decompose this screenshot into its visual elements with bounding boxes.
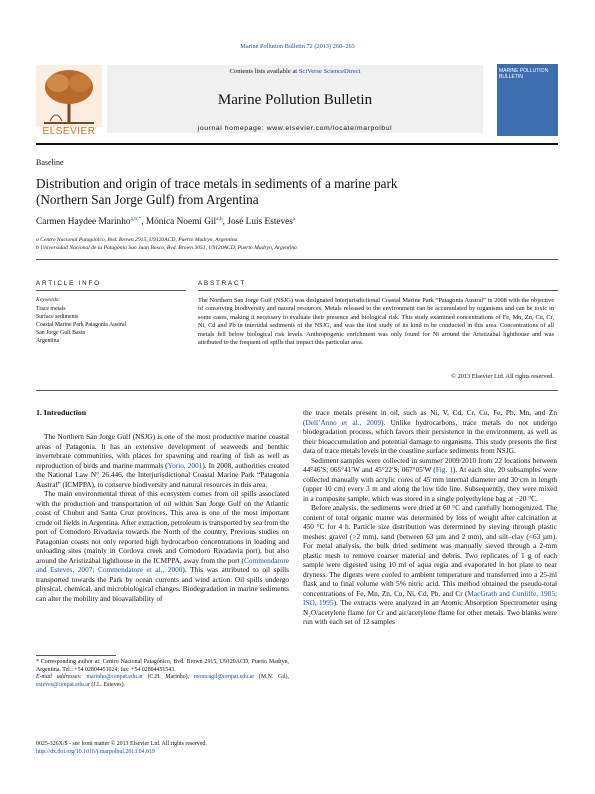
keyword: San Jorge Gulf Basin <box>36 329 86 336</box>
body-column-left <box>36 432 289 603</box>
divider <box>198 290 558 291</box>
footnote: * Corresponding author at: Centro Nacional Patagónico, Bvd. Brown 2915, U9120ACD, Puerto Madryn, Argentina. Tel.: +54 02804451024; fax: +54 02804451543. E-mail addresses: marinho@cenpat.edu.ar (C.H. Marinho), monicagil@cenpat.edu.ar (M.N. Gil), esteves@cenpat.edu.ar (J.L. Esteves). <box>36 659 289 689</box>
section-type: Baseline <box>36 158 64 167</box>
divider <box>36 290 186 291</box>
article-title: Distribution and origin of trace metals in sediments of a marine park (Northern San Jorge Gulf) from Argentina <box>36 176 398 207</box>
divider <box>36 259 558 260</box>
footnote-divider <box>36 655 116 656</box>
sciencedirect-link[interactable]: SciVerse ScienceDirect <box>298 68 361 75</box>
email-link[interactable]: marinho@cenpat.edu.ar <box>86 674 143 681</box>
affiliation: a Centro Nacional Patagónico, Bvd. Brown 2915, U9120ACD, Puerto Madryn, Argentina <box>36 237 238 243</box>
cover-title: MARINE POLLUTION BULLETIN <box>499 68 549 80</box>
author-name: Carmen Haydee Marinho <box>36 217 131 228</box>
keywords-label: Keywords: <box>36 297 61 303</box>
keyword: Coastal Marine Park Patagonia Austral <box>36 321 127 328</box>
journal-homepage[interactable]: journal homepage: www.elsevier.com/locate/marpolbul <box>197 125 393 132</box>
citation-link[interactable]: Dell’Anno et al., 2009 <box>305 417 382 427</box>
paragraph: Sediment samples were collected in summer 2009/2010 from 22 locations between 44°46′S; 065°41′W and 45°22′S; 067°05′W (Fig. 1). At each site, 20 subsamples were collected manually with acrylic cores of 45 mm internal diameter and 30 cm in length (upper 10 cm) every 3 m and along the low tide line. Subsequently, they were mixed in a composite sample, which was stored in a single polyethylene bag at −20 °C. <box>303 455 557 503</box>
figure-link[interactable]: Fig. 1 <box>435 465 453 474</box>
author-name: Mónica Noemí Gil <box>145 217 217 228</box>
affiliation: b Universidad Nacional de la Patagonia San Juan Bosco, Bvd. Brown 3051, U9120ACD, Puerto Madryn, Argentina <box>36 245 297 251</box>
divider <box>36 390 558 391</box>
keywords-list <box>36 306 126 346</box>
journal-citation[interactable]: Marine Pollution Bulletin 72 (2013) 260–263 <box>240 43 355 50</box>
paragraph: Before analysis, the sediments were dried at 60 °C and carefully homogenized. The content of total organic matter was determined by loss of weight after calcination at 450 °C for 4 h. Particle size distribution was determined by sieving through plastic meshes: gravel (>2 mm), sand (between 63 µm and 2 mm), and silt–clay (<63 µm). For metal analysis, the bulk dried sediment was manually sieved through a 2-mm plastic mesh to remove coarser material and debris. Two replicates of 1 g of each sample were digested using 10 ml of aqua regia and evaporated in hot plate to near dryness. The digests were cooled to ambient temperature and transferred into a 25-ml flask and to final volume with 5% nitric acid. This method obtained the pseudo-total concentrations of Fe, Mn, Zn, Cu, Ni, Cd, Pb, and Cr (MacGrath and Cunliffe, 1985; ISO, 1995). The extracts were analyzed in an Atomic Absorption Spectrometer using N₂O/acetylene flame for Cr and air/acetylene flame for other metals. Two blanks were run with each set of 12 samples <box>303 503 557 626</box>
author-affil-mark[interactable]: a <box>292 216 296 222</box>
doi-link[interactable]: http://dx.doi.org/10.1016/j.marpolbul.2013.04.019 <box>36 748 155 755</box>
keyword: Surface sediments <box>36 313 79 320</box>
paragraph: The Northern San Jorge Gulf (NSJG) is one of the most productive marine coastal areas of Patagonia. It has an extensive development of seaweeds and benthic invertebrate communities, with places for spawning and rearing of fish as well as reproduction of birds and marine mammals (Yorio, 2001). In 2008, authorities created the National Law N° 26.446, the Interjurisdictional Coastal Marine Park “Patagonia Austral” (ICMPPA), to conserve biodiversity and natural resources in this area. <box>36 432 289 489</box>
keyword: Argentina <box>36 337 60 344</box>
contents-line: Contents lists available at SciVerse ScienceDirect <box>229 68 361 75</box>
issn-line: 0025-326X/$ - see front matter © 2013 Elsevier Ltd. All rights reserved. <box>36 741 207 747</box>
abstract-copyright: © 2013 Elsevier Ltd. All rights reserved. <box>451 373 554 380</box>
publisher-name[interactable]: ELSEVIER <box>42 126 96 137</box>
citation-link[interactable]: Yorio, 2001 <box>167 460 203 470</box>
abstract-text: The Northern San Jorge Gulf (NSJG) was designated Interjurisdictional Coastal Marine Park “Patagonia Austral” in 2008 with the objective of conserving biodiversity and natural resources. Metals released to the environment can be accumulated by organisms and can be toxic in some cases, making it necessary to evaluate their presence and biological risk. This study examined concentrations of Fe, Mn, Zn, Cu, Cr, Ni, Cd and Pb in intertidal sediments of the NSJG, and was the first study of its kind to be conducted in this area. Concentrations of all metals fell below biological risk levels. Anthropogenic enrichment was only found for Ni around the Aristizábal lighthouse and was attributed to the frequent oil spills that impact this particular area. <box>198 297 554 347</box>
citation-link[interactable]: MacGrath and Cunliffe, 1985; ISO, 1995 <box>303 588 557 607</box>
page-bottom-info <box>36 741 207 756</box>
email-link[interactable]: esteves@cenpat.edu.ar <box>36 682 90 689</box>
email-link[interactable]: monicagil@cenpat.edu.ar <box>193 674 255 681</box>
section-heading: 1. Introduction <box>36 408 87 417</box>
journal-name: Marine Pollution Bulletin <box>217 92 373 108</box>
paragraph: The main environmental threat of this ecosystem comes from oil spills associated with the production and transportation of oil within San Jorge Gulf on the Atlantic coast of Chubut and Santa Cruz provinces. This area is one of the most important crude oil fields in Argentina. After extraction, petroleum is transported by sea from the port of Comodoro Rivadavia towards the North of the country. Previous studies on Patagonian coasts not only reported high hydrocarbon concentrations in loading and unloading sites (mainly in Cordova creek and Comodoro Rivadavia port), but also around the Aristizábal lighthouse in the ICMPPA, away from the port (Commendatore and Esteves, 2007; Commendatore et al., 2000). This was attributed to oil spills transported towards the Park by ocean currents and wind action. Oil spills undergo physical, chemical, and microbiological changes. Biodegradation in marine sediments can alter the mobility and bioavailability of <box>36 489 289 603</box>
paragraph: the trace metals present in oil, such as Ni, V, Cd, Cr, Cu, Fe, Pb, Mn, and Zn (Dell’Anno et al., 2009). Unlike hydrocarbons, trace metals do not undergo biodegradation process, which favors their persistence in the environment, as well as their bioaccumulation and potential damage to organisms. This study presents the first data of trace metals levels in the coastline surface sediments from NSJG. <box>303 408 557 455</box>
body-column-right <box>303 408 557 627</box>
author-affil-mark[interactable]: a,b,* <box>130 216 142 222</box>
citation-link[interactable]: Commendatore and Esteves, 2007; Commendatore et al., 2000 <box>36 555 289 574</box>
author-name: José Luis Esteves <box>227 217 293 228</box>
header-divider <box>36 143 558 145</box>
article-info-heading: ARTICLE INFO <box>36 280 101 287</box>
author-list: Carmen Haydee Marinho$^{a,b,*}$, Mónica Noemí Gil$^{a,b}$, José Luis Esteves$^a$ <box>36 216 296 228</box>
abstract-heading: ABSTRACT <box>198 280 246 287</box>
keyword: Trace metals <box>36 306 66 312</box>
author-affil-mark[interactable]: a,b <box>216 216 223 222</box>
elsevier-tree-logo <box>36 62 102 130</box>
